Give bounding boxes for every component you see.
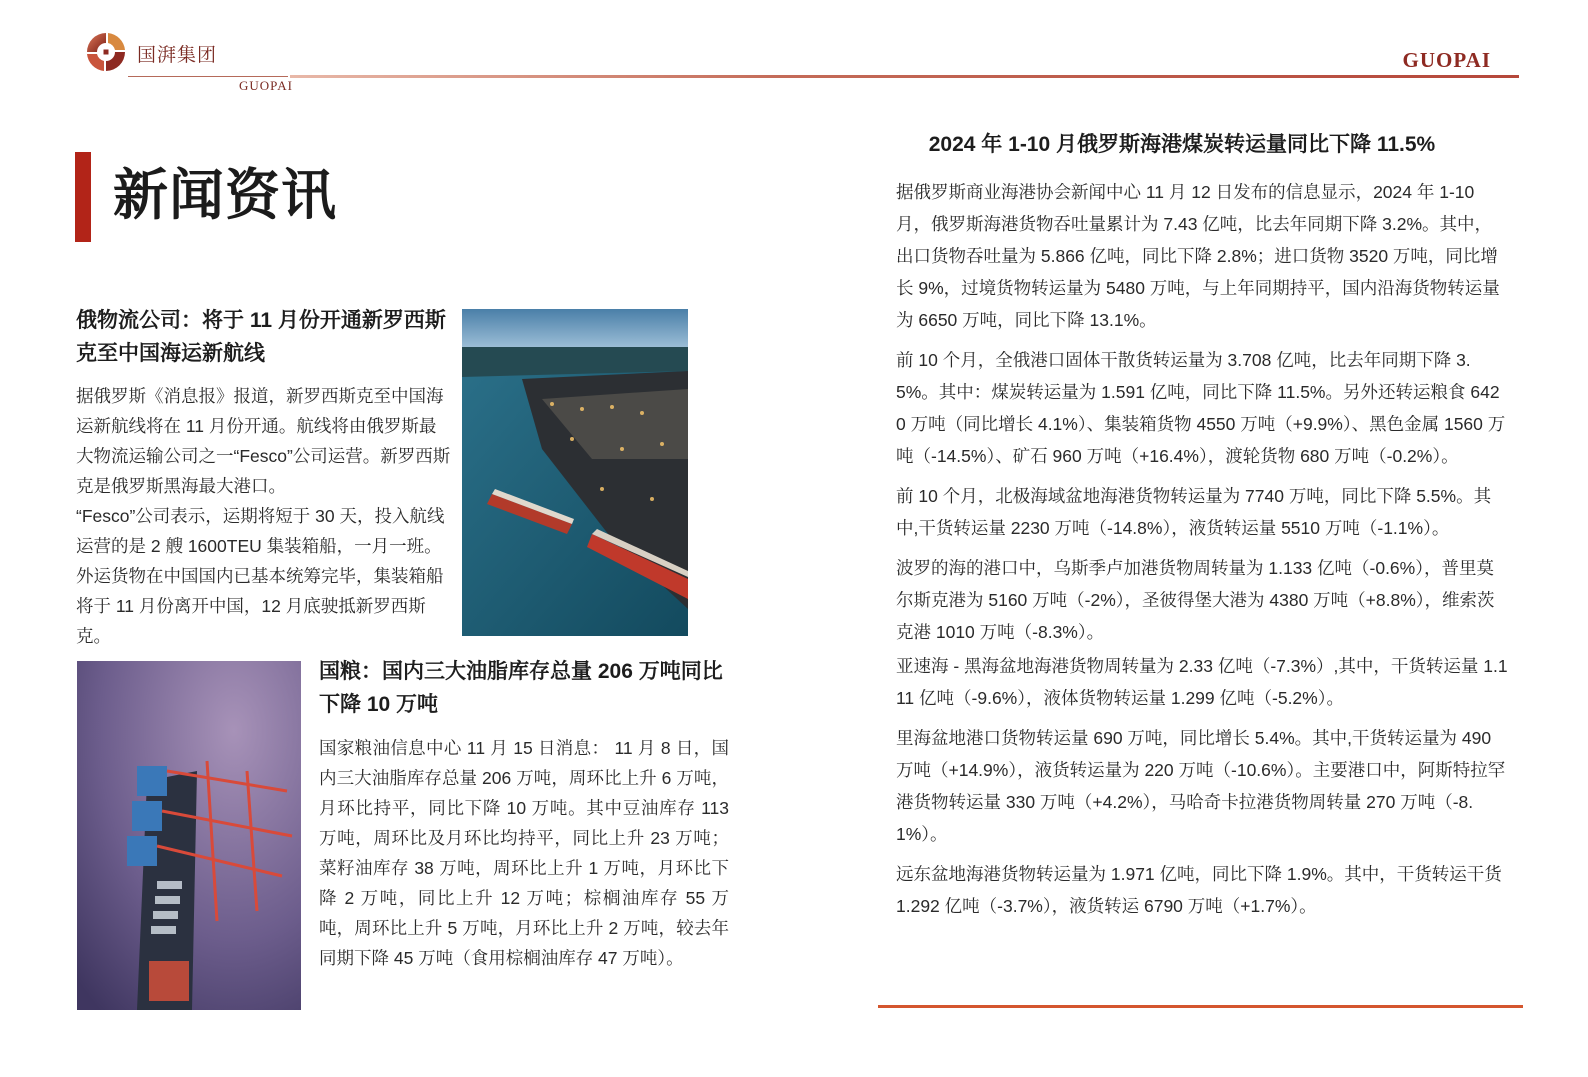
article-1-paragraph: “Fesco”公司表示，运期将短于 30 天，投入航线运营的是 2 艘 1600TEU 集装箱船，一月一班。外运货物在中国国内已基本统筹完毕，集装箱船将于 11 月份离开中国，12 月底驶抵新罗西斯克。 xyxy=(76,506,445,646)
article-3-paragraph: 亚速海 - 黑海盆地海港货物周转量为 2.33 亿吨（-7.3%）,其中，干货转运量 1.111 亿吨（-9.6%），液体货物转运量 1.299 亿吨（-5.2%）。 xyxy=(896,656,1508,708)
article-3-paragraph: 前 10 个月，全俄港口固体干散货转运量为 3.708 亿吨，比去年同期下降 3.5%。其中：煤炭转运量为 1.591 亿吨，同比下降 11.5%。另外还转运粮食 6420 万吨（同比增长 4.1%）、集装箱货物 4550 万吨（+9.9%）、黑色金属 1560 万吨（-14.5%）、矿石 960 万吨（+16.4%），渡轮货物 680 万吨（-0.2%）。 xyxy=(896,350,1506,466)
article-1-body xyxy=(76,381,451,651)
port-night-photo xyxy=(462,309,688,636)
article-3-body xyxy=(896,176,1508,930)
section-title-accent-bar xyxy=(75,152,91,242)
article-3-paragraph: 前 10 个月，北极海域盆地海港货物转运量为 7740 万吨，同比下降 5.5%。其中,干货转运量 2230 万吨（-14.8%），液货转运量 5510 万吨（-1.1%）。 xyxy=(896,486,1492,538)
article-2-title: 国粮：国内三大油脂库存总量 206 万吨同比下降 10 万吨 xyxy=(319,660,723,716)
article-3-paragraph: 波罗的海的港口中，乌斯季卢加港货物周转量为 1.133 亿吨（-0.6%），普里莫尔斯克港为 5160 万吨（-2%），圣彼得堡大港为 4380 万吨（+8.8%），维索茨克港 1010 万吨（-8.3%）。 xyxy=(896,558,1495,642)
footer-divider xyxy=(878,1005,1523,1008)
logo-english-name: GUOPAI xyxy=(239,78,293,93)
section-title: 新闻资讯 xyxy=(113,164,338,226)
article-3-paragraph: 里海盆地港口货物转运量 690 万吨，同比增长 5.4%。其中,干货转运量为 490 万吨（+14.9%），液货转运量为 220 万吨（-10.6%）。主要港口中，阿斯特拉罕港货物转运量 330 万吨（+4.2%），马哈奇卡拉港货物周转量 270 万吨（-8.1%）。 xyxy=(896,728,1506,844)
container-ship-photo xyxy=(77,661,301,1010)
article-1-paragraph: 据俄罗斯《消息报》报道，新罗西斯克至中国海运新航线将在 11 月份开通。航线将由俄罗斯最大物流运输公司之一“Fesco”公司运营。新罗西斯克是俄罗斯黑海最大港口。 xyxy=(76,386,451,496)
article-3-paragraph: 远东盆地海港货物转运量为 1.971 亿吨，同比下降 1.9%。其中，干货转运干货 1.292 亿吨（-3.7%），液货转运 6790 万吨（+1.7%）。 xyxy=(896,864,1502,916)
article-1-title: 俄物流公司：将于 11 月份开通新罗西斯克至中国海运新航线 xyxy=(76,309,446,365)
article-3-title: 2024 年 1-10 月俄罗斯海港煤炭转运量同比下降 11.5% xyxy=(928,133,1436,156)
article-2-body: 国家粮油信息中心 11 月 15 日消息： 11 月 8 日，国内三大油脂库存总量 206 万吨，周环比上升 6 万吨，月环比持平，同比下降 10 万吨。其中豆油库存 113 万吨，周环比及月环比均持平，同比上升 23 万吨；菜籽油库存 38 万吨，周环比上升 1 万吨，月环比下降 2 万吨，同比上升 12 万吨；棕榈油库存 55 万吨，周环比上升 5 万吨，月环比上升 2 万吨，较去年同期下降 45 万吨（食用棕榈油库存 47 万吨）。 xyxy=(319,738,729,968)
article-3-paragraph: 据俄罗斯商业海港协会新闻中心 11 月 12 日发布的信息显示，2024 年 1-10 月，俄罗斯海港货物吞吐量累计为 7.43 亿吨，比去年同期下降 3.2%。其中，出口货物吞吐量为 5.866 亿吨，同比下降 2.8%；进口货物 3520 万吨，同比增长 9%，过境货物转运量为 5480 万吨，与上年同期持平，国内沿海货物转运量为 6650 万吨，同比下降 13.1%。 xyxy=(896,182,1500,330)
guopai-logo-icon xyxy=(84,30,128,74)
logo-chinese-name: 国湃集团 xyxy=(137,44,218,66)
header-divider xyxy=(290,75,1519,78)
header-brand: GUOPAI xyxy=(1402,48,1491,72)
logo-underline xyxy=(128,76,288,77)
